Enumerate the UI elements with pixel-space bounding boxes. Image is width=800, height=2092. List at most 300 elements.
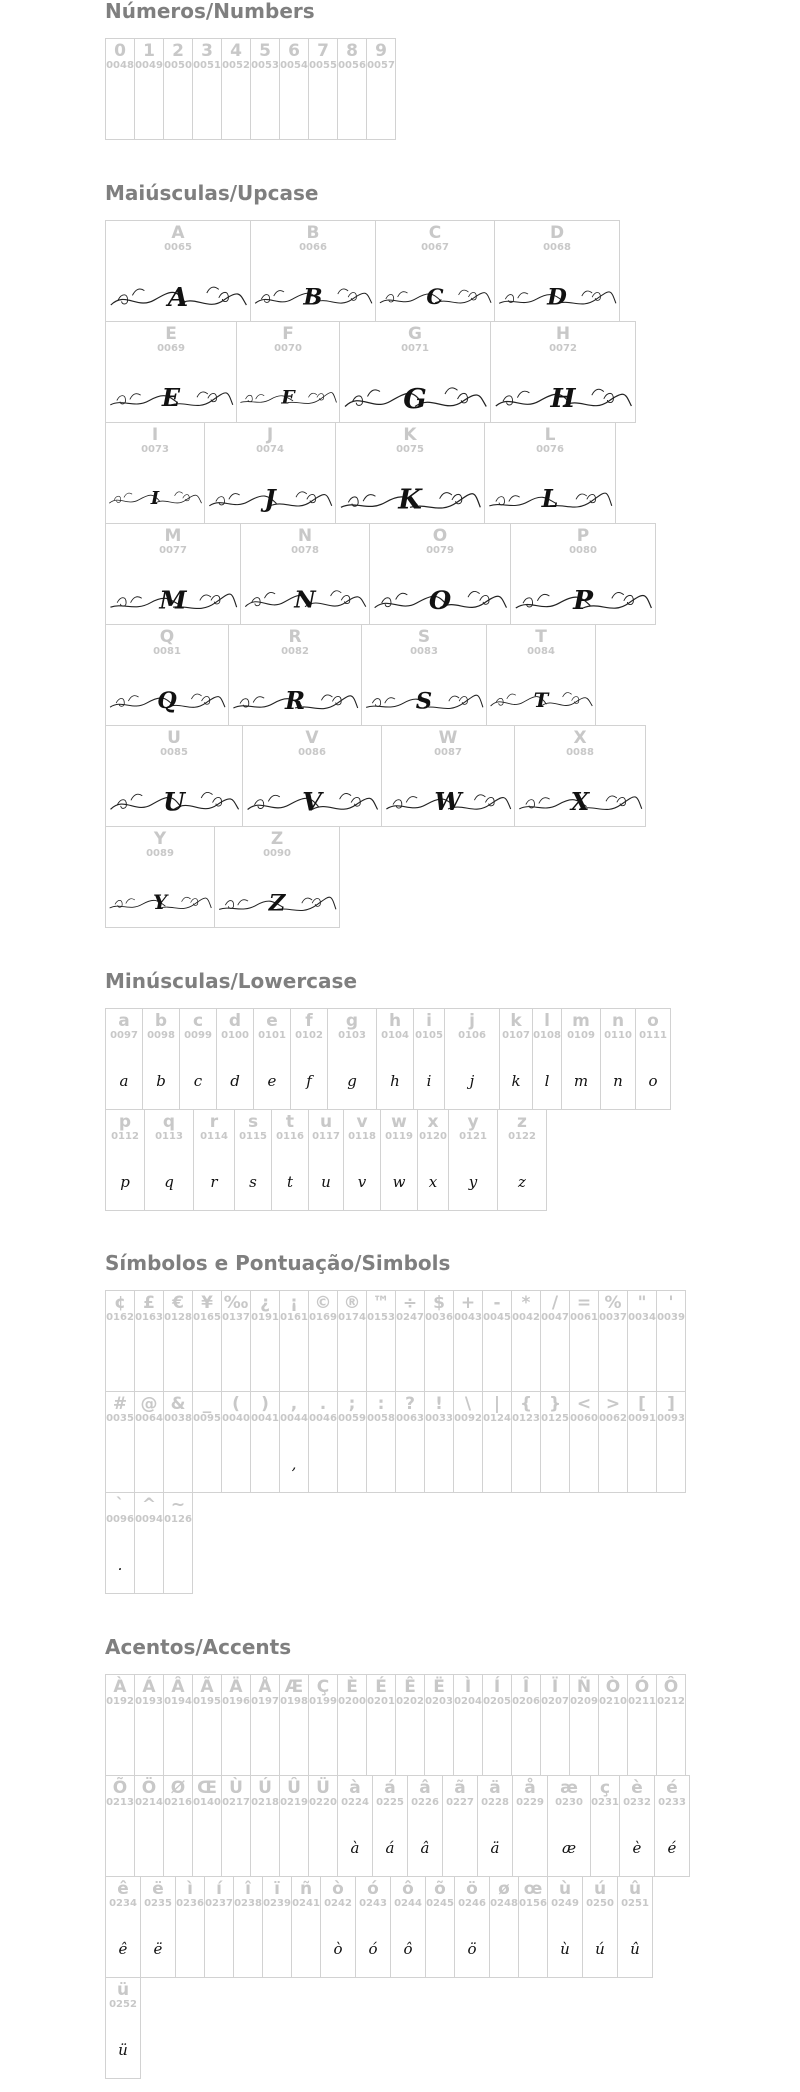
glyph-code: 0083 bbox=[410, 646, 438, 657]
glyph-row bbox=[105, 220, 655, 321]
glyph-code: 0249 bbox=[551, 1898, 579, 1909]
glyph-sample: è bbox=[632, 1839, 642, 1857]
glyph-character: } bbox=[548, 1394, 562, 1414]
glyph-character: 2 bbox=[172, 41, 184, 61]
glyph-code: 0062 bbox=[599, 1413, 627, 1424]
flourish-stroke bbox=[124, 493, 132, 497]
glyph-cell bbox=[134, 1775, 164, 1877]
ornament-letter: W bbox=[434, 787, 462, 817]
glyph-cell bbox=[656, 1290, 686, 1392]
flourish-stroke bbox=[182, 897, 191, 901]
ornament-glyph bbox=[491, 366, 635, 422]
glyph-code: 0036 bbox=[425, 1312, 453, 1323]
glyph-cell bbox=[337, 38, 367, 140]
glyph-cell bbox=[105, 38, 135, 140]
glyph-preview bbox=[583, 1921, 617, 1977]
glyph-cell bbox=[380, 1109, 418, 1211]
lowercase-section bbox=[105, 970, 670, 1210]
glyph-preview bbox=[478, 1820, 512, 1876]
glyph-sample: k bbox=[511, 1072, 521, 1090]
glyph-cell bbox=[308, 38, 338, 140]
glyph-code: 0239 bbox=[263, 1898, 291, 1909]
glyph-cell bbox=[512, 1775, 548, 1877]
glyph-cell bbox=[627, 1290, 657, 1392]
section-title: Minúsculas/Lowercase bbox=[105, 969, 358, 993]
flourish-stroke bbox=[131, 794, 142, 800]
glyph-character: T bbox=[535, 627, 547, 647]
flourish-stroke bbox=[264, 592, 275, 598]
glyph-row bbox=[105, 38, 395, 139]
glyph-sample: g bbox=[347, 1072, 357, 1090]
glyph-sample: ö bbox=[467, 1940, 477, 1958]
flourish-stroke bbox=[200, 595, 211, 600]
glyph-character: D bbox=[549, 223, 565, 243]
glyph-cell bbox=[250, 1674, 280, 1776]
glyph-cell bbox=[134, 38, 164, 140]
flourish-stroke bbox=[191, 694, 201, 699]
glyph-cell bbox=[105, 422, 205, 524]
glyph-sample: u bbox=[321, 1173, 331, 1191]
glyph-code: 0248 bbox=[490, 1898, 518, 1909]
glyph-character: e bbox=[266, 1011, 278, 1031]
glyph-character: - bbox=[493, 1293, 501, 1313]
glyph-cell bbox=[140, 1876, 176, 1978]
numbers-section bbox=[105, 0, 395, 139]
glyph-cell bbox=[381, 725, 515, 827]
ornament-letter: C bbox=[426, 284, 444, 310]
ornament-glyph bbox=[487, 669, 595, 725]
glyph-cell bbox=[482, 1391, 512, 1493]
ornament-glyph bbox=[340, 366, 490, 422]
flourish-stroke bbox=[372, 699, 380, 707]
glyph-preview bbox=[373, 1820, 407, 1876]
glyph-cell bbox=[327, 1008, 377, 1110]
glyph-code: 0113 bbox=[155, 1131, 183, 1142]
section-title: Símbolos e Pontuação/Simbols bbox=[105, 1251, 451, 1275]
glyph-cell bbox=[279, 1290, 309, 1392]
glyph-preview bbox=[106, 770, 242, 826]
glyph-cell bbox=[105, 1876, 141, 1978]
glyph-character: S bbox=[417, 627, 431, 647]
glyph-code: 0213 bbox=[106, 1797, 134, 1808]
glyph-cell bbox=[291, 1876, 321, 1978]
glyph-code: 0079 bbox=[426, 545, 454, 556]
ornament-glyph bbox=[106, 669, 228, 725]
flourish-stroke bbox=[197, 392, 208, 397]
flourish-stroke bbox=[424, 695, 483, 708]
glyph-code: 0246 bbox=[458, 1898, 486, 1909]
glyph-code: 0076 bbox=[536, 444, 564, 455]
glyph-cell bbox=[627, 1674, 657, 1776]
glyph-character: Ò bbox=[605, 1677, 621, 1697]
glyph-character: c bbox=[192, 1011, 204, 1031]
glyph-character: Ù bbox=[229, 1778, 243, 1798]
glyph-sample: a bbox=[119, 1072, 129, 1090]
glyph-code: 0084 bbox=[527, 646, 555, 657]
glyph-cell bbox=[163, 38, 193, 140]
glyph-character: F bbox=[282, 324, 294, 344]
glyph-code: 0128 bbox=[164, 1312, 192, 1323]
glyph-character: É bbox=[375, 1677, 387, 1697]
glyph-cell bbox=[216, 1008, 254, 1110]
glyph-preview bbox=[272, 1154, 308, 1210]
glyph-cell bbox=[335, 422, 485, 524]
glyph-character: ó bbox=[367, 1879, 379, 1899]
glyph-character: Å bbox=[258, 1677, 272, 1697]
ornament-letter: G bbox=[403, 382, 427, 415]
glyph-sample: i bbox=[426, 1072, 432, 1090]
glyph-character: ï bbox=[274, 1879, 280, 1899]
glyph-preview bbox=[180, 1053, 216, 1109]
glyph-cell bbox=[192, 1674, 222, 1776]
glyph-code: 0214 bbox=[135, 1797, 163, 1808]
glyph-character: J bbox=[266, 425, 274, 445]
glyph-sample: ü bbox=[118, 2041, 128, 2059]
glyph-preview bbox=[251, 265, 375, 321]
flourish-stroke bbox=[116, 699, 124, 707]
glyph-code: 0115 bbox=[239, 1131, 267, 1142]
glyph-code: 0114 bbox=[200, 1131, 228, 1142]
glyph-character: ¥ bbox=[201, 1293, 213, 1313]
flourish-stroke bbox=[274, 291, 284, 297]
glyph-preview bbox=[636, 1053, 670, 1109]
glyph-cell bbox=[448, 1109, 498, 1211]
flourish-stroke bbox=[331, 591, 342, 596]
glyph-row bbox=[105, 1290, 685, 1391]
glyph-preview bbox=[254, 1053, 290, 1109]
glyph-cell bbox=[242, 725, 382, 827]
glyph-cell bbox=[366, 38, 396, 140]
glyph-cell bbox=[105, 523, 241, 625]
glyph-cell bbox=[192, 1290, 222, 1392]
glyph-character: | bbox=[493, 1394, 501, 1414]
glyph-preview bbox=[280, 1436, 308, 1492]
ornament-glyph bbox=[229, 669, 361, 725]
glyph-code: 0111 bbox=[639, 1030, 667, 1041]
glyph-cell bbox=[569, 1391, 599, 1493]
glyph-cell bbox=[236, 321, 340, 423]
glyph-cell bbox=[105, 321, 237, 423]
glyph-cell bbox=[337, 1775, 373, 1877]
glyph-cell bbox=[105, 725, 243, 827]
glyph-character: s bbox=[247, 1112, 259, 1132]
glyph-preview bbox=[328, 1053, 376, 1109]
glyph-cell bbox=[486, 624, 596, 726]
glyph-character: x bbox=[427, 1112, 439, 1132]
glyph-code: 0063 bbox=[396, 1413, 424, 1424]
glyph-preview bbox=[106, 1053, 142, 1109]
glyph-code: 0211 bbox=[628, 1696, 656, 1707]
flourish-stroke bbox=[449, 696, 459, 701]
glyph-cell bbox=[511, 1290, 541, 1392]
glyph-code: 0202 bbox=[396, 1696, 424, 1707]
glyph-code: 0101 bbox=[258, 1030, 286, 1041]
glyph-cell bbox=[221, 1775, 251, 1877]
glyph-code: 0061 bbox=[570, 1312, 598, 1323]
glyph-cell bbox=[635, 1008, 671, 1110]
glyph-cell bbox=[204, 1876, 234, 1978]
glyph-character: î bbox=[245, 1879, 251, 1899]
glyph-code: 0091 bbox=[628, 1413, 656, 1424]
glyph-cell bbox=[105, 826, 215, 928]
glyph-cell bbox=[598, 1290, 628, 1392]
glyph-code: 0219 bbox=[280, 1797, 308, 1808]
flourish-stroke bbox=[302, 898, 312, 903]
glyph-character: I bbox=[151, 425, 159, 445]
glyph-cell bbox=[497, 1109, 547, 1211]
glyph-character: ö bbox=[466, 1879, 478, 1899]
flourish-stroke bbox=[255, 800, 264, 809]
glyph-cell bbox=[511, 1391, 541, 1493]
glyph-cell bbox=[192, 1391, 222, 1493]
glyph-character: ™ bbox=[372, 1293, 390, 1313]
glyph-code: 0203 bbox=[425, 1696, 453, 1707]
glyph-character: ü bbox=[116, 1980, 130, 2000]
glyph-code: 0060 bbox=[570, 1413, 598, 1424]
flourish-stroke bbox=[321, 695, 332, 700]
glyph-cell bbox=[233, 1876, 263, 1978]
flourish-stroke bbox=[131, 597, 142, 603]
glyph-preview bbox=[106, 1154, 144, 1210]
glyph-sample: â bbox=[420, 1839, 430, 1857]
flourish-stroke bbox=[503, 396, 513, 405]
glyph-code: 0055 bbox=[309, 60, 337, 71]
glyph-code: 0162 bbox=[106, 1312, 134, 1323]
glyph-cell bbox=[361, 624, 487, 726]
glyph-code: 0118 bbox=[348, 1131, 376, 1142]
glyph-cell bbox=[366, 1391, 396, 1493]
glyph-character: / bbox=[551, 1293, 559, 1313]
glyph-sample: ú bbox=[595, 1940, 605, 1958]
glyph-character: ÷ bbox=[402, 1293, 418, 1313]
glyph-character: p bbox=[118, 1112, 132, 1132]
ornament-letter: O bbox=[428, 585, 452, 616]
glyph-code: 0237 bbox=[205, 1898, 233, 1909]
glyph-cell bbox=[369, 523, 511, 625]
glyph-sample: t bbox=[286, 1173, 294, 1191]
glyph-character: ' bbox=[668, 1293, 674, 1313]
glyph-grid bbox=[105, 220, 655, 927]
glyph-code: 0200 bbox=[338, 1696, 366, 1707]
glyph-cell bbox=[144, 1109, 194, 1211]
glyph-code: 0165 bbox=[193, 1312, 221, 1323]
glyph-code: 0228 bbox=[481, 1797, 509, 1808]
glyph-code: 0068 bbox=[543, 242, 571, 253]
glyph-cell bbox=[105, 220, 251, 322]
glyph-character: ù bbox=[558, 1879, 572, 1899]
glyph-code: 0102 bbox=[295, 1030, 323, 1041]
glyph-code: 0044 bbox=[280, 1413, 308, 1424]
glyph-code: 0095 bbox=[193, 1413, 221, 1424]
glyph-code: 0174 bbox=[338, 1312, 366, 1323]
glyph-character: * bbox=[521, 1293, 531, 1313]
glyph-code: 0140 bbox=[193, 1797, 221, 1808]
glyph-character: Y bbox=[153, 829, 167, 849]
glyph-sample: z bbox=[518, 1173, 526, 1191]
glyph-cell bbox=[590, 1775, 620, 1877]
glyph-code: 0097 bbox=[110, 1030, 138, 1041]
glyph-preview bbox=[141, 1921, 175, 1977]
glyph-cell bbox=[234, 1109, 272, 1211]
ornament-letter: M bbox=[159, 585, 187, 615]
glyph-code: 0250 bbox=[586, 1898, 614, 1909]
glyph-cell bbox=[308, 1109, 344, 1211]
ornament-glyph bbox=[485, 467, 615, 523]
glyph-character: $ bbox=[433, 1293, 445, 1313]
glyph-character: { bbox=[519, 1394, 533, 1414]
ornament-glyph bbox=[106, 265, 250, 321]
glyph-character: 8 bbox=[346, 41, 358, 61]
glyph-character: Ê bbox=[404, 1677, 416, 1697]
glyph-preview bbox=[515, 770, 645, 826]
glyph-preview bbox=[106, 669, 228, 725]
glyph-row bbox=[105, 1876, 689, 1977]
glyph-character: À bbox=[113, 1677, 127, 1697]
glyph-character: ø bbox=[498, 1879, 510, 1899]
glyph-code: 0121 bbox=[459, 1131, 487, 1142]
flourish-stroke bbox=[385, 698, 395, 704]
glyph-cell bbox=[240, 523, 370, 625]
glyph-sample: e bbox=[267, 1072, 277, 1090]
glyph-preview bbox=[237, 366, 339, 422]
flourish-stroke bbox=[277, 897, 336, 910]
glyph-character: û bbox=[628, 1879, 642, 1899]
flourish-stroke bbox=[386, 294, 394, 302]
glyph-code: 0054 bbox=[280, 60, 308, 71]
glyph-row bbox=[105, 624, 655, 725]
glyph-cell bbox=[390, 1876, 426, 1978]
flourish-stroke bbox=[592, 389, 604, 395]
glyph-sample: r bbox=[210, 1173, 218, 1191]
glyph-character: œ bbox=[523, 1879, 543, 1899]
glyph-character: g bbox=[345, 1011, 359, 1031]
glyph-sample: o bbox=[648, 1072, 658, 1090]
glyph-code: 0075 bbox=[396, 444, 424, 455]
glyph-preview bbox=[106, 366, 236, 422]
glyph-cell bbox=[514, 725, 646, 827]
glyph-sample: v bbox=[357, 1173, 367, 1191]
glyph-character: y bbox=[467, 1112, 479, 1132]
glyph-character: ã bbox=[454, 1778, 466, 1798]
ornament-glyph bbox=[511, 568, 655, 624]
glyph-code: 0238 bbox=[234, 1898, 262, 1909]
flourish-stroke bbox=[563, 693, 572, 697]
glyph-character: & bbox=[170, 1394, 186, 1414]
glyph-preview bbox=[455, 1921, 489, 1977]
ornament-letter: Z bbox=[268, 890, 286, 917]
glyph-cell bbox=[228, 624, 362, 726]
glyph-character: 0 bbox=[114, 41, 126, 61]
glyph-sample: d bbox=[230, 1072, 240, 1090]
ornament-letter: Q bbox=[157, 688, 177, 715]
glyph-character: k bbox=[510, 1011, 522, 1031]
glyph-code: 0094 bbox=[135, 1514, 163, 1525]
glyph-character: o bbox=[647, 1011, 659, 1031]
glyph-preview bbox=[618, 1921, 652, 1977]
glyph-preview bbox=[370, 568, 510, 624]
glyph-preview bbox=[391, 1921, 425, 1977]
glyph-cell bbox=[425, 1876, 455, 1978]
glyph-code: 0065 bbox=[164, 242, 192, 253]
glyph-character: ô bbox=[402, 1879, 414, 1899]
glyph-character: _ bbox=[202, 1394, 212, 1414]
ornament-letter: X bbox=[570, 787, 590, 816]
glyph-cell bbox=[582, 1876, 618, 1978]
glyph-cell bbox=[494, 220, 620, 322]
glyph-code: 0199 bbox=[309, 1696, 337, 1707]
glyph-cell bbox=[395, 1674, 425, 1776]
glyph-character: ‰ bbox=[223, 1293, 249, 1313]
glyph-character: ç bbox=[599, 1778, 611, 1798]
glyph-character: Ë bbox=[433, 1677, 445, 1697]
glyph-code: 0122 bbox=[508, 1131, 536, 1142]
ornament-letter: S bbox=[415, 688, 433, 715]
glyph-preview bbox=[449, 1154, 497, 1210]
glyph-sample: æ bbox=[561, 1839, 577, 1857]
glyph-preview bbox=[491, 366, 635, 422]
glyph-cell bbox=[532, 1008, 562, 1110]
ornament-letter: E bbox=[161, 383, 181, 412]
glyph-code: 0124 bbox=[483, 1413, 511, 1424]
section-title: Maiúsculas/Upcase bbox=[105, 181, 319, 205]
glyph-code: 0212 bbox=[657, 1696, 685, 1707]
glyph-code: 0052 bbox=[222, 60, 250, 71]
glyph-character: ê bbox=[117, 1879, 129, 1899]
glyph-sample: h bbox=[390, 1072, 400, 1090]
glyph-code: 0087 bbox=[434, 747, 462, 758]
glyph-cell bbox=[598, 1391, 628, 1493]
glyph-grid bbox=[105, 1008, 670, 1210]
glyph-code: 0043 bbox=[454, 1312, 482, 1323]
glyph-sample: é bbox=[667, 1839, 677, 1857]
glyph-code: 0196 bbox=[222, 1696, 250, 1707]
glyph-code: 0056 bbox=[338, 60, 366, 71]
glyph-code: 0169 bbox=[309, 1312, 337, 1323]
ornament-letter: F bbox=[281, 386, 295, 409]
glyph-code: 0066 bbox=[299, 242, 327, 253]
glyph-cell bbox=[424, 1674, 454, 1776]
glyph-preview bbox=[655, 1820, 689, 1876]
flourish-stroke bbox=[308, 393, 317, 397]
glyph-character: ñ bbox=[299, 1879, 313, 1899]
glyph-character: ^ bbox=[141, 1495, 157, 1515]
glyph-row bbox=[105, 1008, 670, 1109]
glyph-cell bbox=[490, 321, 636, 423]
glyph-character: B bbox=[306, 223, 320, 243]
flourish-stroke bbox=[468, 591, 480, 597]
ornament-letter: Y bbox=[152, 889, 168, 914]
glyph-code: 0106 bbox=[458, 1030, 486, 1041]
glyph-character: R bbox=[288, 627, 302, 647]
glyph-character: [ bbox=[638, 1394, 646, 1414]
glyph-sample: w bbox=[392, 1173, 406, 1191]
ornament-glyph bbox=[362, 669, 486, 725]
glyph-character: n bbox=[611, 1011, 625, 1031]
glyph-sample: x bbox=[428, 1173, 438, 1191]
flourish-stroke bbox=[270, 495, 332, 506]
glyph-character: Á bbox=[142, 1677, 156, 1697]
flourish-stroke bbox=[117, 598, 126, 607]
flourish-stroke bbox=[517, 391, 529, 397]
glyph-cell bbox=[308, 1775, 338, 1877]
flourish-stroke bbox=[363, 495, 375, 502]
ornament-letter: U bbox=[163, 787, 185, 817]
glyph-character: 4 bbox=[230, 41, 242, 61]
glyph-code: 0096 bbox=[106, 1514, 134, 1525]
glyph-cell bbox=[175, 1876, 205, 1978]
glyph-preview bbox=[445, 1053, 499, 1109]
flourish-stroke bbox=[261, 295, 269, 303]
